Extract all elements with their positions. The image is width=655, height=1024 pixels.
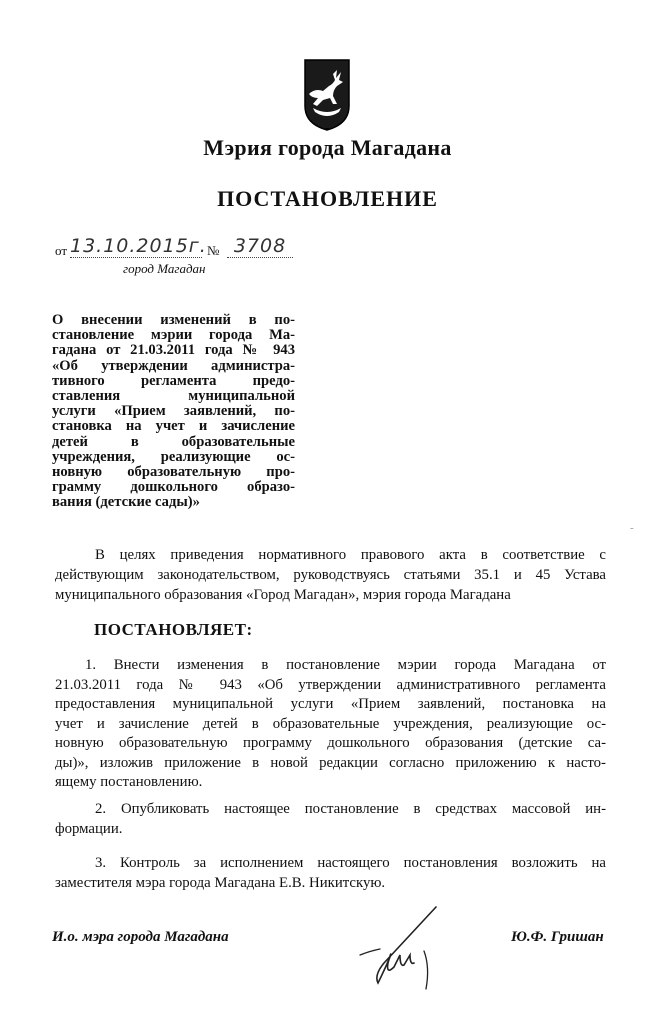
- date-value: 13.10.2015г.: [70, 235, 207, 257]
- subject-line: вания (детские сады)»: [52, 494, 200, 511]
- subject-line: «Об утверждении администра-: [52, 357, 295, 374]
- subject-line: учреждения, реализующие ос-: [52, 448, 295, 465]
- decree-item-3: [55, 854, 606, 893]
- item-line: учет и зачисление детей в образовательные учреждения, реализующие ос-: [55, 715, 606, 732]
- signer-title: И.о. мэра города Магадана: [52, 929, 229, 945]
- item-line: 21.03.2011 года № 943 «Об утверждении административного регламента: [55, 676, 606, 693]
- decree-item-2: [55, 800, 606, 839]
- item-line: ды)», изложив приложение в новой редакции согласно приложению к насто-: [55, 754, 606, 771]
- subject-line: детей в образовательные: [52, 433, 295, 450]
- subject-line: ставления муниципальной: [52, 388, 295, 405]
- place-of-issue: город Магадан: [123, 261, 206, 276]
- item-line: предоставления муниципальной услуги «Прием заявлений, постановка на: [55, 696, 606, 712]
- subject-line: О внесении изменений в по-: [52, 312, 295, 328]
- document-type: ПОСТАНОВЛЕНИЕ: [217, 186, 438, 211]
- subject-line: грамму дошкольного образо-: [52, 479, 295, 496]
- date-number-row: [55, 236, 315, 262]
- subject-line: становка на учет и зачисление: [52, 418, 295, 435]
- preamble-line: В целях приведения нормативного правового акта в соответствие с: [95, 547, 606, 563]
- item-line: заместителя мэра города Магадана Е.В. Никитскую.: [55, 874, 386, 891]
- margin-mark: -: [630, 522, 634, 534]
- preamble: [55, 545, 606, 605]
- subject-line: тивного регламента предо-: [52, 372, 295, 389]
- subject-line: услуги «Прием заявлений, по-: [52, 403, 295, 420]
- subject-line: гадана от 21.03.2011 года № 943: [52, 342, 295, 359]
- item-line: новную образовательную программу дошкольного образования (детские са-: [55, 735, 606, 751]
- signer-name: Ю.Ф. Гришан: [511, 929, 604, 945]
- decree-item-1: [55, 656, 606, 793]
- number-prefix: №: [207, 243, 220, 258]
- number-value: 3708: [227, 235, 293, 258]
- document-subject: [52, 313, 295, 511]
- item-line: 3. Контроль за исполнением настоящего постановления возложить на: [95, 855, 606, 871]
- item-line: ящему постановлению.: [55, 774, 203, 790]
- item-line: 1. Внести изменения в постановление мэрии города Магадана от: [85, 657, 606, 673]
- preamble-line: муниципального образования «Город Магадан», мэрия города Магадана: [55, 587, 511, 603]
- authority-title: Мэрия города Магадана: [203, 135, 452, 160]
- handwritten-signature-icon: [340, 905, 460, 990]
- subject-line: становление мэрии города Ма-: [52, 327, 295, 344]
- date-prefix: от: [55, 243, 68, 258]
- item-line: формации.: [55, 820, 123, 837]
- item-line: 2. Опубликовать настоящее постановление в средствах массовой ин-: [95, 801, 606, 817]
- subject-line: новную образовательную про-: [52, 464, 295, 481]
- preamble-line: действующим законодательством, руководствуясь статьями 35.1 и 45 Устава: [55, 567, 606, 583]
- decree-word: ПОСТАНОВЛЯЕТ:: [94, 620, 253, 639]
- coat-of-arms-icon: [303, 58, 351, 132]
